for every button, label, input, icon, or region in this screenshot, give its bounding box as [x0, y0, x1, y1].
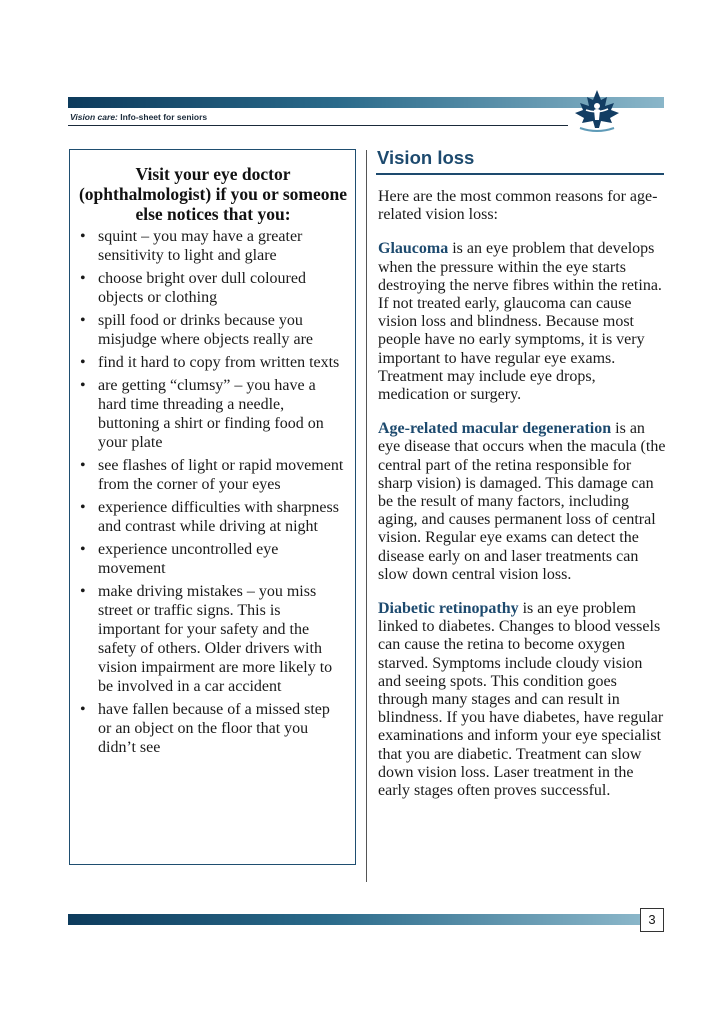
term-glaucoma: Glaucoma — [378, 240, 449, 258]
paragraph-text: is an eye disease that occurs when the macula (the central part of the retina responsible for sharp vision) is damaged. This damage can be the result of many factors, including aging, and causes permanent loss of central vision. Regular eye exams can detect the disease early on and laser treatments can slow down central vision loss. — [378, 420, 666, 583]
bullet-icon: • — [80, 583, 86, 600]
list-item-text: see flashes of light or rapid movement from the corner of your eyes — [98, 457, 344, 493]
term-macular-degeneration: Age-related macular degeneration — [378, 420, 612, 438]
bullet-icon: • — [80, 499, 86, 516]
list-item-text: find it hard to copy from written texts — [98, 354, 340, 371]
list-item — [76, 353, 346, 372]
list-item-text: choose bright over dull coloured objects or clothing — [98, 270, 306, 306]
bullet-icon: • — [80, 701, 86, 718]
paragraph-macular-degeneration — [378, 420, 668, 584]
list-item — [76, 376, 346, 452]
paragraph-text: is an eye problem that develops when the pressure within the eye starts destroying the nerve fibres within the retina. If not treated early, glaucoma can cause vision loss and blindness. Because most people have no early symptoms, it is very important to have regular eye exams. Treatment may include eye drops, medication or surgery. — [378, 240, 662, 404]
header-title-rest: Info-sheet for seniors — [117, 112, 208, 122]
bullet-icon: • — [80, 457, 86, 474]
list-item — [76, 540, 346, 578]
list-item-text: experience difficulties with sharpness and contrast while driving at night — [98, 499, 339, 535]
paragraph-glaucoma — [378, 240, 668, 404]
bullet-icon: • — [80, 312, 86, 329]
page-number: 3 — [640, 908, 664, 932]
maple-leaf-icon — [572, 88, 622, 134]
header-title-italic: Vision care: — [70, 112, 118, 122]
footer-bar — [68, 914, 640, 925]
list-item-text: squint – you may have a greater sensitivity to light and glare — [98, 228, 303, 264]
list-item-text: have fallen because of a missed step or an object on the floor that you didn’t see — [98, 701, 330, 756]
bullet-icon: • — [80, 228, 86, 245]
column-divider — [366, 150, 367, 882]
document-header — [70, 112, 207, 122]
checklist-title: Visit your eye doctor (ophthalmologist) if you or someone else notices that you: — [78, 164, 347, 224]
intro-paragraph: Here are the most common reasons for age-related vision loss: — [378, 188, 658, 224]
list-item — [76, 227, 346, 265]
list-item — [76, 700, 346, 757]
term-diabetic-retinopathy: Diabetic retinopathy — [378, 600, 519, 618]
list-item-text: are getting “clumsy” – you have a hard time threading a needle, buttoning a shirt or finding food on your plate — [98, 377, 324, 451]
list-item — [76, 311, 346, 349]
list-item-text: spill food or drinks because you misjudge where objects really are — [98, 312, 314, 348]
checklist — [76, 227, 346, 761]
bullet-icon: • — [80, 270, 86, 287]
paragraph-text: is an eye problem linked to diabetes. Changes to blood vessels can cause the retina to become oxygen starved. Symptoms include cloudy vision and seeing spots. This condition goes through many stages and can result in blindness. If you have diabetes, have regular examinations and inform your eye specialist that you are diabetic. Treatment can slow down vision loss. Laser treatment in the early stages often proves successful. — [378, 600, 664, 800]
bullet-icon: • — [80, 541, 86, 558]
list-item — [76, 498, 346, 536]
list-item — [76, 582, 346, 696]
list-item — [76, 456, 346, 494]
list-item — [76, 269, 346, 307]
paragraph-diabetic-retinopathy — [378, 600, 668, 800]
list-item-text: make driving mistakes – you miss street or traffic signs. This is important for your safety and the safety of others. Older drivers with vision impairment are more likely to be involved in a car accident — [98, 583, 333, 695]
list-item-text: experience uncontrolled eye movement — [98, 541, 279, 577]
header-rule — [68, 125, 568, 126]
bullet-icon: • — [80, 377, 86, 394]
bullet-icon: • — [80, 354, 86, 371]
section-rule — [376, 173, 664, 175]
section-title: Vision loss — [377, 147, 475, 168]
main-column — [378, 188, 668, 816]
